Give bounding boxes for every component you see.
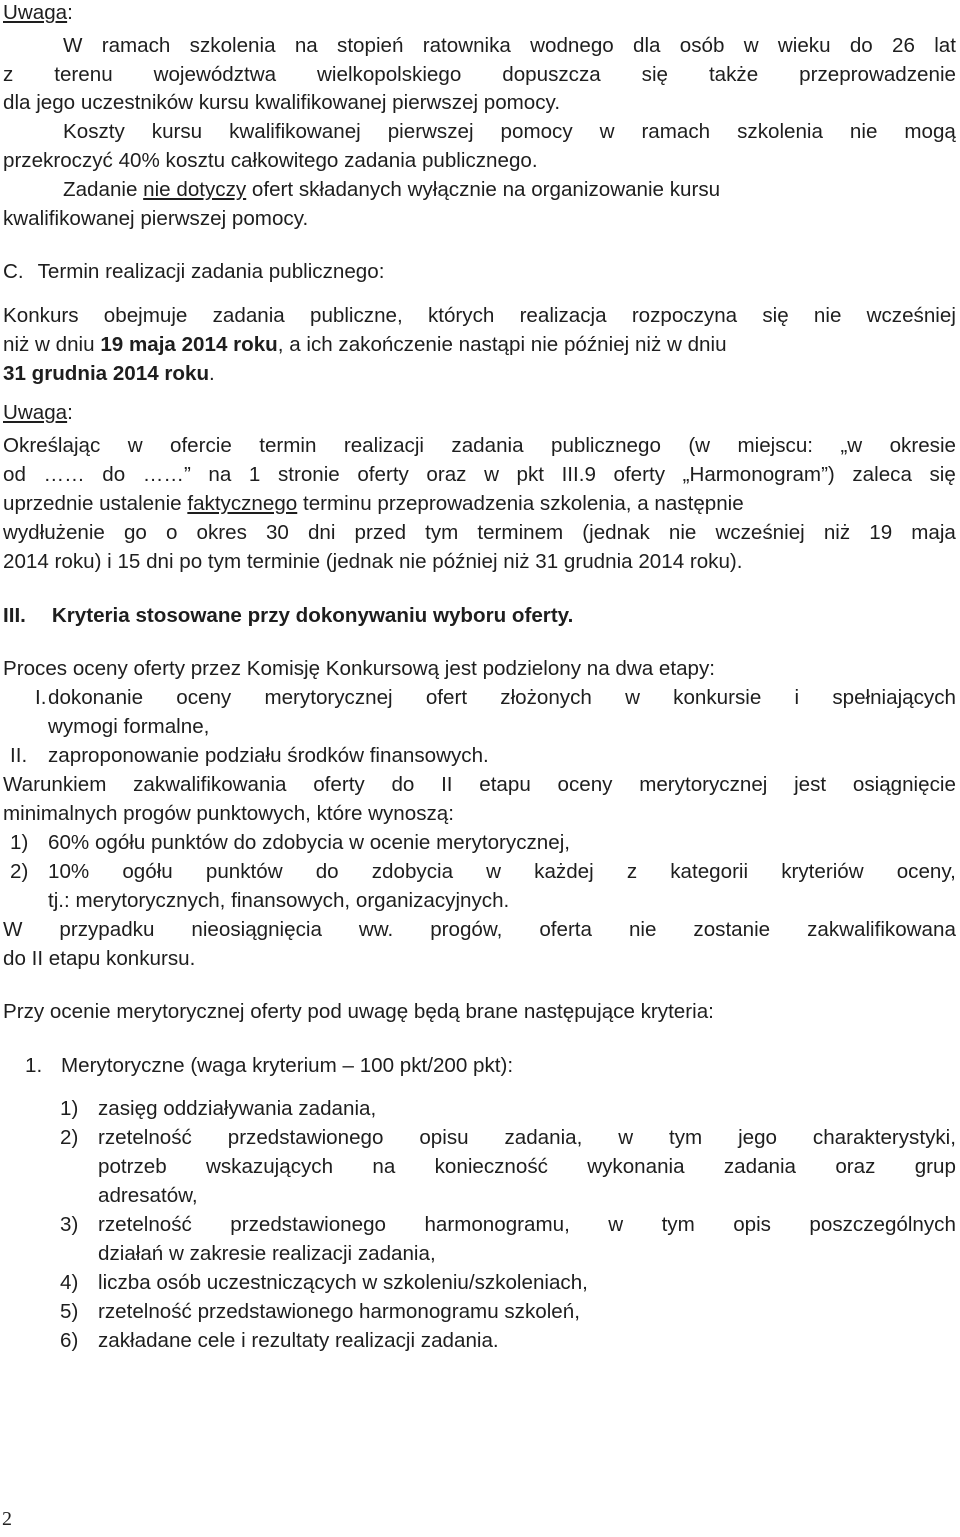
paragraph-line: Określając w ofercie termin realizacji zadania publicznego (w miejscu: „w okresie	[3, 434, 956, 457]
section-title: Termin realizacji zadania publicznego:	[37, 260, 385, 283]
paragraph-line: Konkurs obejmuje zadania publiczne, których realizacja rozpoczyna się nie wcześniej	[3, 304, 956, 327]
list-item: liczba osób uczestniczących w szkoleniu/szkoleniach,	[98, 1271, 588, 1294]
paragraph-line: przekroczyć 40% kosztu całkowitego zadania publicznego.	[3, 149, 538, 172]
underlined-text: faktycznego	[187, 492, 298, 515]
section-title: Kryteria stosowane przy dokonywaniu wyboru oferty.	[51, 604, 574, 627]
text-run: , a ich zakończenie nastąpi nie później niż w dniu	[277, 333, 727, 356]
note-label-colon: :	[67, 401, 73, 424]
note-label-line	[3, 398, 960, 427]
paragraph-line: do II etapu konkursu.	[3, 947, 196, 970]
paragraph-line	[3, 359, 960, 388]
note-label: Uwaga	[3, 401, 68, 424]
paragraph-line: Proces oceny oferty przez Komisję Konkursową jest podzielony na dwa etapy:	[3, 657, 715, 680]
section-c-heading	[3, 257, 960, 286]
list-number: 6)	[60, 1329, 79, 1352]
paragraph-line: zaproponowanie podziału środków finansowych.	[48, 744, 489, 767]
stage-number: I.	[35, 686, 47, 709]
criterion-title: Merytoryczne (waga kryterium – 100 pkt/200 pkt):	[61, 1054, 514, 1077]
paragraph-line: Warunkiem zakwalifikowania oferty do II etapu oceny merytorycznej jest osiągnięcie	[3, 773, 956, 796]
list-item-continuation: tj.: merytorycznych, finansowych, organizacyjnych.	[48, 889, 510, 912]
text-run: Zadanie	[63, 178, 144, 201]
list-number: 2)	[10, 860, 29, 883]
list-item: rzetelność przedstawionego opisu zadania, w tym jego charakterystyki,	[98, 1126, 956, 1149]
text-run: .	[209, 362, 215, 385]
paragraph-line: W przypadku nieosiągnięcia ww. progów, oferta nie zostanie zakwalifikowana	[3, 918, 956, 941]
list-item-continuation: potrzeb wskazujących na konieczność wykonania zadania oraz grup	[98, 1155, 956, 1178]
list-item: rzetelność przedstawionego harmonogramu szkoleń,	[98, 1300, 580, 1323]
paragraph-line	[63, 175, 956, 204]
page-number: 2	[2, 1508, 12, 1530]
note-label-colon: :	[67, 1, 73, 24]
section-iii-heading	[3, 601, 960, 630]
paragraph-line	[3, 489, 956, 518]
list-item-continuation: działań w zakresie realizacji zadania,	[98, 1242, 436, 1265]
paragraph-line: Przy ocenie merytorycznej oferty pod uwagę będą brane następujące kryteria:	[3, 1000, 714, 1023]
section-number: III.	[3, 604, 26, 627]
text-run: uprzednie ustalenie	[3, 492, 188, 515]
list-item: 60% ogółu punktów do zdobycia w ocenie merytorycznej,	[48, 831, 570, 854]
paragraph-line: kwalifikowanej pierwszej pomocy.	[3, 207, 309, 230]
paragraph-line: z terenu województwa wielkopolskiego dopuszcza się także przeprowadzenie	[3, 63, 956, 86]
paragraph-line: Koszty kursu kwalifikowanej pierwszej pomocy w ramach szkolenia nie mogą	[63, 120, 956, 143]
list-item: zasięg oddziaływania zadania,	[98, 1097, 377, 1120]
criterion-number: 1.	[25, 1054, 43, 1077]
section-number: C.	[3, 260, 24, 283]
stage-number: II.	[10, 744, 28, 767]
start-date: 19 maja 2014 roku	[100, 333, 278, 356]
text-run: ofert składanych wyłącznie na organizowanie kursu	[246, 178, 721, 201]
list-number: 5)	[60, 1300, 79, 1323]
paragraph-line	[3, 330, 956, 359]
note-label: Uwaga	[3, 1, 68, 24]
list-number: 1)	[10, 831, 29, 854]
end-date: 31 grudnia 2014 roku	[3, 362, 210, 385]
text-run: terminu przeprowadzenia szkolenia, a następnie	[297, 492, 744, 515]
list-number: 4)	[60, 1271, 79, 1294]
list-item: rzetelność przedstawionego harmonogramu, w tym opis poszczególnych	[98, 1213, 956, 1236]
paragraph-line: wydłużenie go o okres 30 dni przed tym terminem (jednak nie wcześniej niż 19 maja	[3, 521, 956, 544]
underlined-text: nie dotyczy	[143, 178, 247, 201]
list-number: 1)	[60, 1097, 79, 1120]
list-number: 2)	[60, 1126, 79, 1149]
paragraph-line: od …… do ……” na 1 stronie oferty oraz w pkt III.9 oferty „Harmonogram”) zaleca się	[3, 463, 956, 486]
list-item-continuation: adresatów,	[98, 1184, 198, 1207]
paragraph-line: dokonanie oceny merytorycznej ofert złożonych w konkursie i spełniających	[48, 686, 956, 709]
list-item: 10% ogółu punktów do zdobycia w każdej z kategorii kryteriów oceny,	[48, 860, 956, 883]
list-number: 3)	[60, 1213, 79, 1236]
text-run: niż w dniu	[3, 333, 101, 356]
paragraph-line: W ramach szkolenia na stopień ratownika wodnego dla osób w wieku do 26 lat	[63, 34, 956, 57]
paragraph-line: 2014 roku) i 15 dni po tym terminie (jednak nie później niż 31 grudnia 2014 roku).	[3, 550, 743, 573]
list-item: zakładane cele i rezultaty realizacji zadania.	[98, 1329, 499, 1352]
paragraph-line: dla jego uczestników kursu kwalifikowanej pierwszej pomocy.	[3, 91, 561, 114]
paragraph-line: minimalnych progów punktowych, które wynoszą:	[3, 802, 454, 825]
note-label-line	[3, 0, 960, 27]
paragraph-line: wymogi formalne,	[48, 715, 210, 738]
